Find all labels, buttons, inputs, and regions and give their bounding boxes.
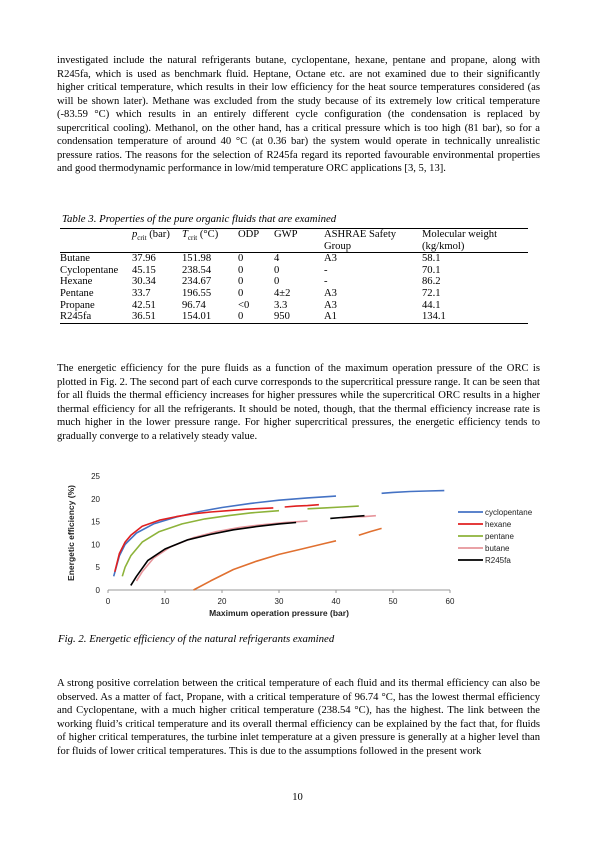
table-cell: 70.1 xyxy=(422,264,441,276)
y-tick-label: 25 xyxy=(91,472,100,481)
y-tick-label: 0 xyxy=(95,586,100,595)
table-cell: 86.2 xyxy=(422,276,441,288)
legend-label-pentane: pentane xyxy=(485,532,514,541)
table-header-fluid xyxy=(60,229,132,253)
page-number: 10 xyxy=(292,792,303,803)
efficiency-chart xyxy=(60,468,540,628)
legend-label-hexane: hexane xyxy=(485,520,512,529)
x-tick-label: 20 xyxy=(217,597,227,606)
table-cell: 154.01 xyxy=(182,311,212,323)
table-cell: - xyxy=(324,276,328,288)
table-row xyxy=(60,265,528,277)
x-axis-label: Maximum operation pressure (bar) xyxy=(209,608,349,618)
table-header-tcrit: $T_{crit}$ (°C) xyxy=(182,229,219,243)
table-cell: 33.7 xyxy=(132,287,151,299)
legend-label-r245fa: R245fa xyxy=(485,556,511,565)
legend-label-cyclopentane: cyclopentane xyxy=(485,508,533,517)
table-row xyxy=(60,311,528,323)
series-line-propane xyxy=(359,528,382,535)
table-cell: 36.51 xyxy=(132,311,156,323)
body-paragraph-3: A strong positive correlation between the critical temperature of each fluid and its thermal efficiency can also be observed. As a matter of fact, Propane, with a critical temperature of 96.74 °C, has the lowest thermal efficiency and Cyclopentane, with a much higher critical temperature (238.54 °C), has the highest. The link between the working fluid’s critical temperature and its overall thermal efficiency can be explained by the fact that, for fluids of higher critical temperatures, the turbine inlet temperature at a given pressure is generally at a higher level than for fluids of lower critical temperatures. This is due to the assumptions followed in the present work xyxy=(57,678,540,757)
x-tick-label: 50 xyxy=(388,597,398,606)
table-cell: 0 xyxy=(238,311,244,323)
table-cell-fluid: Hexane xyxy=(60,276,93,288)
y-tick-label: 5 xyxy=(95,563,100,573)
table-cell: 196.55 xyxy=(182,287,212,299)
table-row xyxy=(60,288,528,300)
table-cell: 58.1 xyxy=(422,253,441,265)
series-line-propane xyxy=(194,541,337,590)
figure-caption: Fig. 2. Energetic efficiency of the natural refrigerants examined xyxy=(58,633,335,645)
series-line-cyclopentane xyxy=(382,491,445,494)
series-line-hexane xyxy=(115,508,273,572)
table-cell: 4 xyxy=(274,253,280,265)
table-cell: 0 xyxy=(238,276,244,288)
table-cell: 0 xyxy=(274,264,280,276)
y-tick-label: 15 xyxy=(91,517,100,527)
table-header-ashrae: ASHRAE Safety Group xyxy=(324,229,397,252)
body-paragraph-1: investigated include the natural refrigerants butane, cyclopentane, hexane, pentane and propane, along with R245fa, which is used as benchmark fluid. Heptane, Octane etc. are not examined due to their significantly higher critical temperature, which results in their low efficiency for the heat source temperatures considered (as will be shown later). Methane was excluded from the study because of its extremely low critical temperature (-83.59 °C) which results in an entirely different cycle configuration (the condensation is replaced by supercritical cooling). Methanol, on the other hand, has a critical pressure which is too high (81 bar), so for a condensation temperature of around 40 °C (at 0.36 bar) the system would operate in technically unrealistic pressure ratios. The reasons for the selection of R245fa regard its reported favourable environmental properties and good thermodynamic performance in low/mid temperature ORC applications [3, 5, 13]. xyxy=(57,55,540,175)
y-tick-label: 20 xyxy=(91,494,100,504)
table-cell: A3 xyxy=(324,253,337,265)
table-cell: 151.98 xyxy=(182,253,212,265)
table-cell-fluid: Propane xyxy=(60,299,95,311)
table-cell: 72.1 xyxy=(422,287,441,299)
series-line-cyclopentane xyxy=(114,496,336,576)
x-tick-label: 40 xyxy=(331,597,341,606)
table-cell: 234.67 xyxy=(182,276,212,288)
table-cell: 44.1 xyxy=(422,299,441,311)
series-line-hexane xyxy=(285,505,319,507)
x-tick-label: 0 xyxy=(105,597,111,606)
table-cell: 0 xyxy=(238,253,244,265)
table-cell-fluid: R245fa xyxy=(60,311,92,323)
table-cell: 238.54 xyxy=(182,264,212,276)
table-cell: A3 xyxy=(324,287,337,299)
table-cell: 30.34 xyxy=(132,276,156,288)
properties-table xyxy=(60,228,528,324)
table-cell: 0 xyxy=(274,276,280,288)
y-tick-label: 10 xyxy=(91,540,100,550)
table-cell: 0 xyxy=(238,264,244,276)
series-line-pentane xyxy=(308,506,359,509)
table-header-gwp: GWP xyxy=(274,229,298,240)
table-cell: - xyxy=(324,264,328,276)
table-row xyxy=(60,276,528,288)
table-cell: A3 xyxy=(324,299,337,311)
table-header-odp: ODP xyxy=(238,229,260,240)
table-header-molecular-weight: Molecular weight (kg/kmol) xyxy=(422,229,498,252)
table-row xyxy=(60,253,528,265)
table-cell: 134.1 xyxy=(422,311,446,323)
x-tick-label: 30 xyxy=(274,597,284,606)
x-tick-label: 60 xyxy=(445,597,455,606)
table-cell-fluid: Butane xyxy=(60,253,91,265)
y-axis-label: Energetic efficiency (%) xyxy=(66,485,76,581)
table-cell: 0 xyxy=(238,287,244,299)
table-cell-fluid: Pentane xyxy=(60,287,94,299)
table-caption: Table 3. Properties of the pure organic fluids that are examined xyxy=(62,213,337,225)
body-paragraph-2: The energetic efficiency for the pure fluids as a function of the maximum operation pressure of the ORC is plotted in Fig. 2. The second part of each curve corresponds to the supercritical pressure range. It can be seen that for all fluids the thermal efficiency increases for higher pressures while the supercritical ORC results in a higher thermal efficiency for all the refrigerants. It should be noted, though, that the thermal efficiency increase rate is much higher in the lower pressure range. For higher supercritical pressures, the energetic efficiency tends to gradually converge to a relatively steady value. xyxy=(57,363,540,442)
table-cell: A1 xyxy=(324,311,337,323)
table-header-row xyxy=(60,229,528,253)
table-cell: <0 xyxy=(238,299,250,311)
table-cell: 950 xyxy=(274,311,290,323)
table-header-pcrit: $p_{crit}$ (bar) xyxy=(132,229,170,243)
table-cell: 3.3 xyxy=(274,299,288,311)
table-cell-fluid: Cyclopentane xyxy=(60,264,119,276)
table-cell: 42.51 xyxy=(132,299,156,311)
legend-label-butane: butane xyxy=(485,544,510,553)
table-cell: 96.74 xyxy=(182,299,206,311)
efficiency-chart-svg xyxy=(60,468,540,628)
table-cell: 45.15 xyxy=(132,264,156,276)
table-cell: 37.96 xyxy=(132,253,156,265)
table-cell: 4±2 xyxy=(274,287,291,299)
table-row xyxy=(60,300,528,312)
x-tick-label: 10 xyxy=(160,597,170,606)
